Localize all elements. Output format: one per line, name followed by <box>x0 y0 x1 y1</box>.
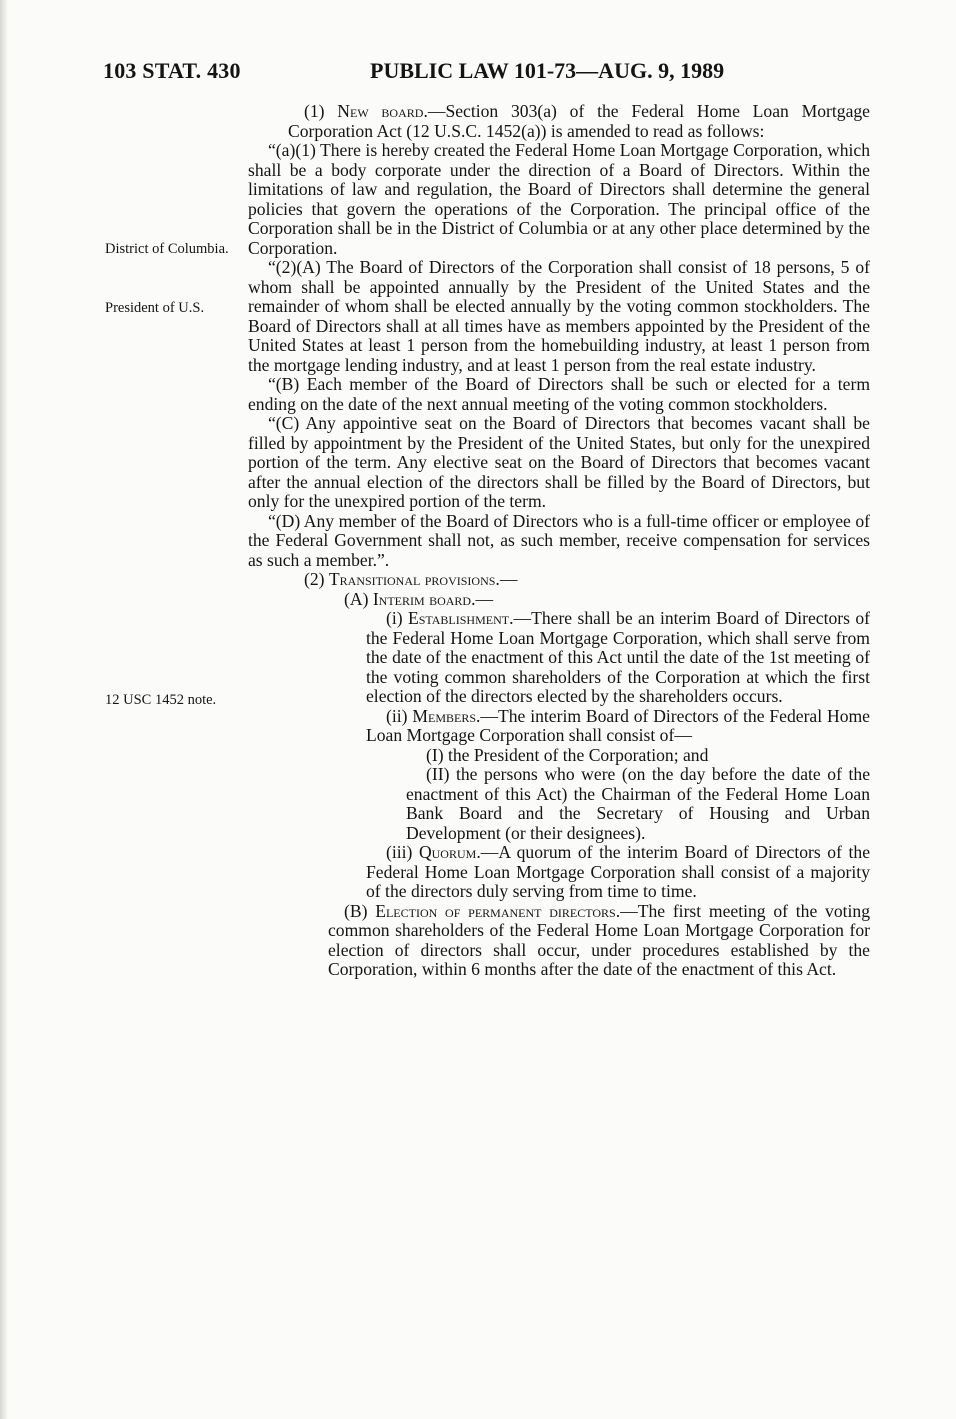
paragraph-establishment <box>248 609 870 707</box>
paragraph-interim-board <box>248 590 870 610</box>
margin-note-district: District of Columbia. <box>105 241 229 257</box>
paragraph-number: (2) <box>304 569 329 589</box>
paragraph-d: “(D) Any member of the Board of Directors who is a full-time officer or employee of the Federal Government shall not, as such member, receive compensation for services as such a member.”. <box>248 510 870 570</box>
page-stat-number: 103 STAT. 430 <box>103 58 241 83</box>
paragraph-body: — <box>475 588 494 609</box>
paragraph-members <box>248 707 870 746</box>
paragraph-caption: New board. <box>337 101 428 121</box>
paragraph-members-ii: (II) the persons who were (on the day before the date of the enactment of this Act) the Chairman of the Federal Home Loan Bank Board and the Secretary of Housing and Urban Development (or their designees). <box>406 764 870 843</box>
paragraph-caption: Election of permanent directors. <box>375 900 621 921</box>
paragraph-number: (A) <box>344 588 373 609</box>
paragraph-number: (1) <box>304 101 338 121</box>
margin-note-president: President of U.S. <box>105 300 205 316</box>
paragraph-body: —A quorum of the interim Board of Directors of the Federal Home Loan Mortgage Corporation shall consist of a majority of the directors duly serving from time to time. <box>366 842 870 901</box>
margin-note-usc: 12 USC 1452 note. <box>105 692 217 708</box>
paragraph-body: —There shall be an interim Board of Directors of the Federal Home Loan Mortgage Corporation, which shall serve from the date of the enactment of this Act until the date of the 1st meeting of the voting common shareholders of the Corporation at which the first election of the directors elected by the shareholders occurs. <box>366 608 870 706</box>
paragraph-caption: Quorum. <box>418 842 481 862</box>
paragraph-members-i: (I) the President of the Corporation; and <box>426 744 709 765</box>
paragraph-number: (iii) <box>386 842 419 862</box>
paragraph-a1: “(a)(1) There is hereby created the Federal Home Loan Mortgage Corporation, which shall be a body corporate under the direction of a Board of Directors. Within the limitations of law and regulation, the Board of Directors shall determine the general policies that govern the operations of the Corporation. The principal office of the Corporation shall be in the District of Columbia or at any other place determined by the Corporation. <box>248 140 870 258</box>
paragraph-number: (i) <box>386 608 408 628</box>
paragraph-transitional <box>248 570 870 590</box>
paragraph-caption: Transitional provisions. <box>328 569 500 589</box>
paragraph-c: “(C) Any appointive seat on the Board of Directors that becomes vacant shall be filled by appointment by the President of the United States, but only for the unexpired portion of the term. Any elective seat on the Board of Directors that becomes vacant after the annual election of the directors shall be filled by the Board of Directors, but only for the unexpired portion of the term. <box>248 413 870 511</box>
paragraph-body: —The interim Board of Directors of the Federal Home Loan Mortgage Corporation shall consist of— <box>366 705 870 745</box>
paragraph-number: (ii) <box>386 705 413 726</box>
paragraph-quorum <box>248 843 870 902</box>
paragraph-caption: Interim board. <box>372 588 476 609</box>
paragraph-caption: Members. <box>412 705 481 726</box>
paragraph-b: “(B) Each member of the Board of Directors shall be such or elected for a term ending on the date of the next annual meeting of the voting common stockholders. <box>248 374 870 414</box>
paragraph-body: —Section 303(a) of the Federal Home Loan Mortgage Corporation Act (12 U.S.C. 1452(a)) is amended to read as follows: <box>288 101 870 141</box>
paragraph-caption: Establishment. <box>407 608 514 628</box>
paragraph-2a: “(2)(A) The Board of Directors of the Corporation shall consist of 18 persons, 5 of whom shall be appointed annually by the President of the United States and the remainder of whom shall be elected annually by the voting common stockholders. The Board of Directors shall at all times have as members appointed by the President of the United States at least 1 person from the homebuilding industry, at least 1 person from the mortgage lending industry, and at least 1 person from the real estate industry. <box>248 257 870 375</box>
paragraph-body: —The first meeting of the voting common shareholders of the Federal Home Loan Mortgage Corporation for election of directors shall occur, under procedures established by the Corporation, within 6 months after the date of the enactment of this Act. <box>328 900 870 979</box>
paragraph-body: — <box>499 569 518 589</box>
paragraph-number: (B) <box>344 900 376 921</box>
page-edge-shadow <box>0 0 8 1419</box>
paragraph-new-board <box>248 102 870 141</box>
paragraph-election <box>248 902 870 980</box>
page-header-title: PUBLIC LAW 101-73—AUG. 9, 1989 <box>370 58 725 83</box>
statute-body <box>248 102 870 980</box>
